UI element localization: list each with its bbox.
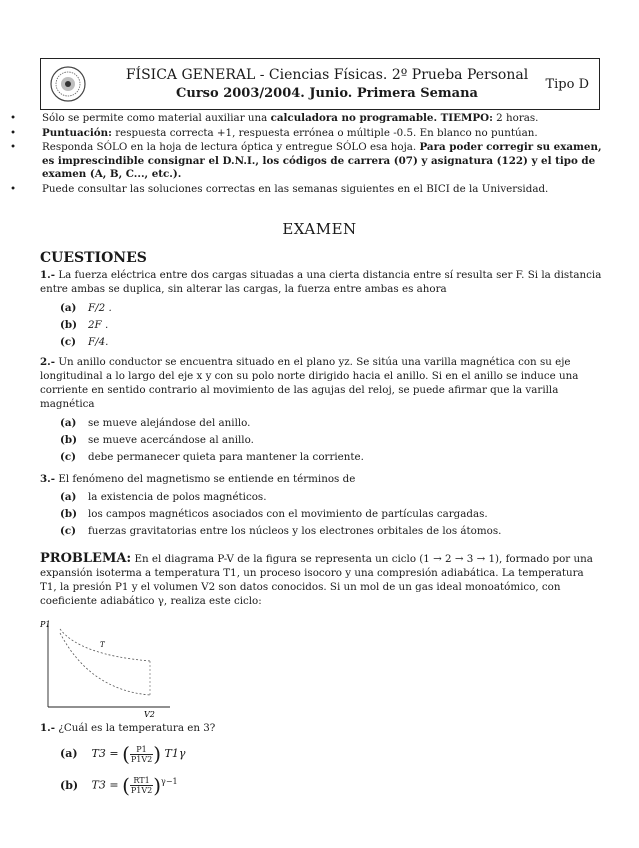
question-text: Un anillo conductor se encuentra situado en el plano yz. Se sitúa una varilla magnética con su eje longitudinal a lo largo del eje x y con su polo norte dirigido hacia el anillo. Si en el anillo se induce una corriente en sentido contrario al movimiento de las agujas del reloj, se puede afirmar que la varilla magnética: [40, 356, 579, 410]
question-2-options: [60, 415, 364, 466]
exam-title: FÍSICA GENERAL - Ciencias Físicas. 2º Prueba Personal: [125, 67, 529, 83]
bullet-icon: •: [10, 126, 17, 139]
question-text: El fenómeno del magnetismo se entiende en términos de: [58, 473, 356, 485]
rule-item: • Puntuación: respuesta correcta +1, respuesta errónea o múltiple -0.5. En blanco no puntúan.: [10, 126, 538, 139]
exam-rules: [10, 112, 610, 198]
examen-heading: EXAMEN: [282, 220, 357, 238]
option-c[interactable]: (c) fuerzas gravitatorias entre los núcleos y los electrones orbitales de los átomos.: [60, 525, 502, 537]
university-seal-icon: [49, 65, 87, 103]
question-3-options: [60, 489, 501, 540]
isotherm-curve: [60, 629, 150, 661]
option-b[interactable]: (b) T3 = ( $\frac{RT1}{P1V2}$ )$^{\gamma-1}$: [60, 773, 178, 798]
problem-statement: PROBLEMA: En el diagrama P-V de la figura se representa un ciclo (1 → 2 → 3 → 1), formado por una expansión isoterma a temperatura T1, un proceso isocoro y una compresión adiabática. La temperatura T1, la presión P1 y el volumen V2 son datos conocidos. Si un mol de un gas ideal monoatómico, con coeficiente adiabático γ, realiza este ciclo:: [40, 551, 593, 607]
exam-header: [40, 58, 600, 110]
rule-item: • Responda SÓLO en la hoja de lectura óptica y entregue SÓLO esa hoja. Para poder corregir su examen, es imprescindible consignar el D.N.I., los códigos de carrera (07) y asignatura (122) y el tipo de examen (A, B, C..., etc.).: [10, 141, 602, 181]
option-a[interactable]: (a) la existencia de polos magnéticos.: [60, 491, 267, 503]
problem-question-1: 1.- ¿Cuál es la temperatura en 3?: [40, 722, 216, 734]
bullet-icon: •: [10, 182, 17, 195]
question-text: La fuerza eléctrica entre dos cargas situadas a una cierta distancia entre sí resulta ser F. Si la distancia entre ambas se duplica, sin alterar las cargas, la fuerza entre ambas es ahora: [40, 269, 602, 295]
option-b[interactable]: (b) los campos magnéticos asociados con el movimiento de partículas cargadas.: [60, 508, 488, 520]
question-1: 1.- La fuerza eléctrica entre dos cargas situadas a una cierta distancia entre sí resulta ser F. Si la distancia entre ambas se duplica, sin alterar las cargas, la fuerza entre ambas es ahora: [40, 269, 602, 295]
bullet-icon: •: [10, 141, 17, 154]
problem-text: En el diagrama P-V de la figura se representa un ciclo (1 → 2 → 3 → 1), formado por una expansión isoterma a temperatura T1, un proceso isocoro y una compresión adiabática. La temperatura T1, la presión P1 y el volumen V2 son datos conocidos. Si un mol de un gas ideal monoatómico, con coeficiente adiabático γ, realiza este ciclo:: [40, 553, 593, 607]
rule-item: • Puede consultar las soluciones correctas en las semanas siguientes en el BICI de la Universidad.: [10, 182, 549, 195]
adiabat-curve: [60, 633, 150, 695]
exam-type: Tipo D: [545, 77, 589, 92]
cuestiones-heading: CUESTIONES: [40, 250, 147, 266]
question-2: 2.- Un anillo conductor se encuentra situado en el plano yz. Se sitúa una varilla magnética con su eje longitudinal a lo largo del eje x y con su polo norte dirigido hacia el anillo. Si en el anillo se induce una corriente en sentido contrario al movimiento de las agujas del reloj, se puede afirmar que la varilla magnética: [40, 356, 579, 410]
pv-diagram: [40, 615, 175, 720]
curve-label: T: [100, 641, 105, 649]
rule-item: • Sólo se permite como material auxiliar una calculadora no programable. TIEMPO: 2 horas.: [10, 112, 539, 124]
question-1-options: [60, 300, 112, 351]
option-a[interactable]: (a) se mueve alejándose del anillo.: [60, 417, 251, 429]
option-b[interactable]: (b) 2F .: [60, 319, 109, 331]
option-a[interactable]: (a) F/2 .: [60, 302, 112, 314]
question-3: 3.- El fenómeno del magnetismo se entiende en términos de: [40, 473, 356, 485]
exam-subtitle: Curso 2003/2004. Junio. Primera Semana: [176, 86, 478, 101]
option-c[interactable]: (c) debe permanecer quieta para mantener la corriente.: [60, 451, 364, 463]
option-b[interactable]: (b) se mueve acercándose al anillo.: [60, 434, 254, 446]
v-axis-label: V2: [144, 710, 155, 719]
option-c[interactable]: (c) F/4.: [60, 336, 109, 348]
bullet-icon: •: [10, 112, 17, 124]
option-a[interactable]: (a) T3 = ( $\frac{P1}{P1V2}$ ) T1γ: [60, 742, 186, 766]
p-axis-label: P1: [40, 620, 51, 629]
problem-question-1-options: [60, 740, 185, 796]
